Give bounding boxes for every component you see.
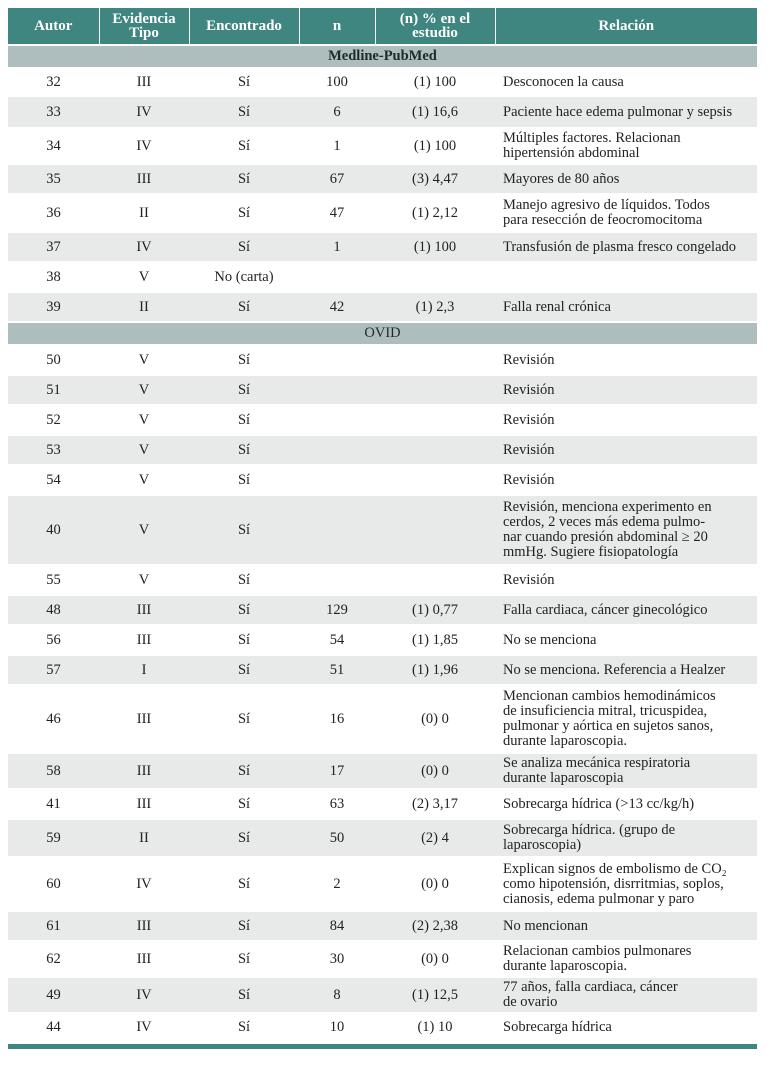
cell-encontrado: Sí (189, 495, 299, 565)
cell-autor: 48 (8, 595, 99, 625)
table-header (8, 8, 757, 45)
cell-n: 50 (299, 819, 375, 857)
cell-encontrado: Sí (189, 345, 299, 375)
cell-autor: 38 (8, 262, 99, 292)
cell-evidencia-tipo: IV (99, 232, 189, 262)
cell-porcentaje (375, 262, 495, 292)
cell-porcentaje (375, 465, 495, 495)
cell-relacion: Mencionan cambios hemodinámicos de insuficiencia mitral, tricuspidea, pulmonar y aórtica en sujetos sanos, durante laparoscopia. (495, 685, 757, 753)
cell-evidencia-tipo: V (99, 375, 189, 405)
cell-encontrado: Sí (189, 819, 299, 857)
cell-autor: 52 (8, 405, 99, 435)
cell-autor: 54 (8, 465, 99, 495)
cell-porcentaje: (1) 16,6 (375, 96, 495, 128)
cell-evidencia-tipo: V (99, 465, 189, 495)
header-porcentaje: (n) % en el estudio (375, 8, 495, 45)
cell-relacion: Revisión (495, 345, 757, 375)
cell-autor: 35 (8, 164, 99, 194)
cell-encontrado: Sí (189, 911, 299, 941)
cell-evidencia-tipo: V (99, 345, 189, 375)
header-autor: Autor (8, 8, 99, 45)
cell-porcentaje: (1) 100 (375, 68, 495, 96)
cell-relacion: Manejo agresivo de líquidos. Todos para resección de feocromocitoma (495, 194, 757, 232)
cell-porcentaje: (1) 10 (375, 1013, 495, 1041)
table-row (8, 96, 757, 128)
cell-porcentaje: (0) 0 (375, 941, 495, 977)
cell-relacion: Explican signos de embolismo de CO₂ como hipotensión, disrritmias, soplos, cianosis, edema pulmonar y paro (495, 857, 757, 911)
cell-relacion: Revisión (495, 435, 757, 465)
table-row (8, 495, 757, 565)
cell-n: 10 (299, 1013, 375, 1041)
cell-n (299, 405, 375, 435)
table-row (8, 941, 757, 977)
table-row (8, 977, 757, 1013)
cell-evidencia-tipo: IV (99, 96, 189, 128)
cell-encontrado: Sí (189, 857, 299, 911)
cell-encontrado: Sí (189, 128, 299, 164)
cell-relacion: Revisión, menciona experimento en cerdos, 2 veces más edema pulmo- nar cuando presión abdominal ≥ 20 mmHg. Sugiere fisiopatología (495, 495, 757, 565)
section-header-row (8, 45, 757, 68)
cell-evidencia-tipo: III (99, 753, 189, 789)
cell-porcentaje (375, 435, 495, 465)
table-row (8, 292, 757, 322)
cell-n: 63 (299, 789, 375, 819)
table-row (8, 595, 757, 625)
cell-relacion: Revisión (495, 465, 757, 495)
cell-encontrado: Sí (189, 68, 299, 96)
table-row (8, 465, 757, 495)
cell-evidencia-tipo: II (99, 292, 189, 322)
cell-relacion: No mencionan (495, 911, 757, 941)
cell-evidencia-tipo: V (99, 435, 189, 465)
cell-porcentaje: (3) 4,47 (375, 164, 495, 194)
cell-evidencia-tipo: V (99, 565, 189, 595)
cell-n: 30 (299, 941, 375, 977)
table-row (8, 1013, 757, 1041)
table-row (8, 405, 757, 435)
cell-evidencia-tipo: III (99, 68, 189, 96)
cell-porcentaje: (2) 3,17 (375, 789, 495, 819)
cell-autor: 36 (8, 194, 99, 232)
cell-encontrado: Sí (189, 405, 299, 435)
cell-porcentaje: (1) 2,12 (375, 194, 495, 232)
cell-porcentaje: (2) 2,38 (375, 911, 495, 941)
cell-n: 47 (299, 194, 375, 232)
cell-porcentaje: (1) 2,3 (375, 292, 495, 322)
table-row (8, 262, 757, 292)
cell-encontrado: Sí (189, 565, 299, 595)
cell-n: 17 (299, 753, 375, 789)
cell-porcentaje: (0) 0 (375, 685, 495, 753)
cell-porcentaje: (2) 4 (375, 819, 495, 857)
cell-relacion: Revisión (495, 565, 757, 595)
evidence-table (8, 8, 757, 1042)
cell-relacion: Mayores de 80 años (495, 164, 757, 194)
table-row (8, 345, 757, 375)
cell-porcentaje: (0) 0 (375, 857, 495, 911)
cell-porcentaje (375, 345, 495, 375)
cell-relacion: Se analiza mecánica respiratoria durante laparoscopia (495, 753, 757, 789)
cell-evidencia-tipo: III (99, 789, 189, 819)
table-row (8, 911, 757, 941)
cell-autor: 34 (8, 128, 99, 164)
header-row (8, 8, 757, 45)
cell-relacion: Paciente hace edema pulmonar y sepsis (495, 96, 757, 128)
table-row (8, 164, 757, 194)
cell-relacion: Sobrecarga hídrica (>13 cc/kg/h) (495, 789, 757, 819)
cell-relacion: Falla cardiaca, cáncer ginecológico (495, 595, 757, 625)
cell-relacion: Falla renal crónica (495, 292, 757, 322)
cell-encontrado: Sí (189, 292, 299, 322)
cell-relacion: Sobrecarga hídrica (495, 1013, 757, 1041)
table-row (8, 435, 757, 465)
cell-autor: 62 (8, 941, 99, 977)
header-relacion: Relación (495, 8, 757, 45)
cell-evidencia-tipo: II (99, 194, 189, 232)
cell-evidencia-tipo: V (99, 262, 189, 292)
cell-n: 2 (299, 857, 375, 911)
header-evidencia-tipo: Evidencia Tipo (99, 8, 189, 45)
cell-encontrado: Sí (189, 194, 299, 232)
cell-n: 1 (299, 232, 375, 262)
section-title: Medline-PubMed (8, 45, 757, 68)
cell-n (299, 435, 375, 465)
cell-porcentaje: (1) 100 (375, 232, 495, 262)
cell-porcentaje: (0) 0 (375, 753, 495, 789)
cell-evidencia-tipo: I (99, 655, 189, 685)
table-row (8, 685, 757, 753)
cell-encontrado: No (carta) (189, 262, 299, 292)
cell-n: 54 (299, 625, 375, 655)
table-body (8, 45, 757, 1041)
table-row (8, 375, 757, 405)
section-title: OVID (8, 322, 757, 345)
cell-porcentaje: (1) 100 (375, 128, 495, 164)
table-row (8, 565, 757, 595)
cell-autor: 37 (8, 232, 99, 262)
cell-evidencia-tipo: IV (99, 977, 189, 1013)
cell-porcentaje (375, 495, 495, 565)
cell-autor: 55 (8, 565, 99, 595)
cell-autor: 57 (8, 655, 99, 685)
table-row (8, 655, 757, 685)
cell-autor: 40 (8, 495, 99, 565)
cell-relacion: Revisión (495, 375, 757, 405)
cell-encontrado: Sí (189, 595, 299, 625)
header-n: n (299, 8, 375, 45)
cell-encontrado: Sí (189, 96, 299, 128)
table-row (8, 128, 757, 164)
cell-n (299, 345, 375, 375)
cell-porcentaje (375, 375, 495, 405)
table-row (8, 194, 757, 232)
header-encontrado: Encontrado (189, 8, 299, 45)
table-row (8, 819, 757, 857)
table-row (8, 68, 757, 96)
cell-porcentaje: (1) 0,77 (375, 595, 495, 625)
cell-evidencia-tipo: III (99, 164, 189, 194)
cell-autor: 58 (8, 753, 99, 789)
cell-relacion: Revisión (495, 405, 757, 435)
table-row (8, 789, 757, 819)
cell-n: 6 (299, 96, 375, 128)
cell-porcentaje (375, 565, 495, 595)
cell-relacion: No se menciona (495, 625, 757, 655)
cell-autor: 44 (8, 1013, 99, 1041)
cell-encontrado: Sí (189, 164, 299, 194)
cell-n (299, 262, 375, 292)
cell-n (299, 465, 375, 495)
table-bottom-rule (8, 1044, 757, 1049)
cell-evidencia-tipo: III (99, 941, 189, 977)
cell-encontrado: Sí (189, 941, 299, 977)
section-header-row (8, 322, 757, 345)
cell-evidencia-tipo: IV (99, 128, 189, 164)
cell-autor: 51 (8, 375, 99, 405)
cell-autor: 50 (8, 345, 99, 375)
cell-n (299, 375, 375, 405)
cell-evidencia-tipo: II (99, 819, 189, 857)
cell-n: 16 (299, 685, 375, 753)
cell-n: 42 (299, 292, 375, 322)
cell-n: 51 (299, 655, 375, 685)
cell-encontrado: Sí (189, 435, 299, 465)
cell-n (299, 565, 375, 595)
cell-n (299, 495, 375, 565)
cell-encontrado: Sí (189, 465, 299, 495)
cell-evidencia-tipo: IV (99, 1013, 189, 1041)
cell-relacion: Sobrecarga hídrica. (grupo de laparoscopia) (495, 819, 757, 857)
cell-relacion: Desconocen la causa (495, 68, 757, 96)
cell-evidencia-tipo: V (99, 495, 189, 565)
cell-relacion: Múltiples factores. Relacionan hipertensión abdominal (495, 128, 757, 164)
cell-encontrado: Sí (189, 789, 299, 819)
evidence-table-container (8, 8, 757, 1049)
cell-encontrado: Sí (189, 655, 299, 685)
cell-n: 8 (299, 977, 375, 1013)
cell-autor: 46 (8, 685, 99, 753)
cell-autor: 39 (8, 292, 99, 322)
cell-porcentaje: (1) 12,5 (375, 977, 495, 1013)
cell-n: 67 (299, 164, 375, 194)
cell-evidencia-tipo: IV (99, 857, 189, 911)
table-row (8, 753, 757, 789)
cell-encontrado: Sí (189, 977, 299, 1013)
cell-porcentaje (375, 405, 495, 435)
cell-autor: 59 (8, 819, 99, 857)
cell-autor: 61 (8, 911, 99, 941)
cell-encontrado: Sí (189, 625, 299, 655)
cell-encontrado: Sí (189, 1013, 299, 1041)
cell-relacion (495, 262, 757, 292)
cell-autor: 41 (8, 789, 99, 819)
table-row (8, 857, 757, 911)
cell-relacion: 77 años, falla cardiaca, cáncer de ovario (495, 977, 757, 1013)
cell-evidencia-tipo: V (99, 405, 189, 435)
cell-n: 84 (299, 911, 375, 941)
cell-evidencia-tipo: III (99, 595, 189, 625)
cell-n: 100 (299, 68, 375, 96)
cell-encontrado: Sí (189, 753, 299, 789)
cell-autor: 53 (8, 435, 99, 465)
cell-encontrado: Sí (189, 375, 299, 405)
cell-evidencia-tipo: III (99, 685, 189, 753)
cell-relacion: No se menciona. Referencia a Healzer (495, 655, 757, 685)
cell-encontrado: Sí (189, 232, 299, 262)
table-row (8, 625, 757, 655)
cell-relacion: Relacionan cambios pulmonares durante laparoscopia. (495, 941, 757, 977)
cell-encontrado: Sí (189, 685, 299, 753)
cell-autor: 49 (8, 977, 99, 1013)
cell-evidencia-tipo: III (99, 625, 189, 655)
cell-autor: 33 (8, 96, 99, 128)
cell-porcentaje: (1) 1,96 (375, 655, 495, 685)
cell-autor: 60 (8, 857, 99, 911)
cell-n: 129 (299, 595, 375, 625)
cell-autor: 56 (8, 625, 99, 655)
table-row (8, 232, 757, 262)
cell-relacion: Transfusión de plasma fresco congelado (495, 232, 757, 262)
cell-autor: 32 (8, 68, 99, 96)
cell-n: 1 (299, 128, 375, 164)
cell-evidencia-tipo: III (99, 911, 189, 941)
cell-porcentaje: (1) 1,85 (375, 625, 495, 655)
